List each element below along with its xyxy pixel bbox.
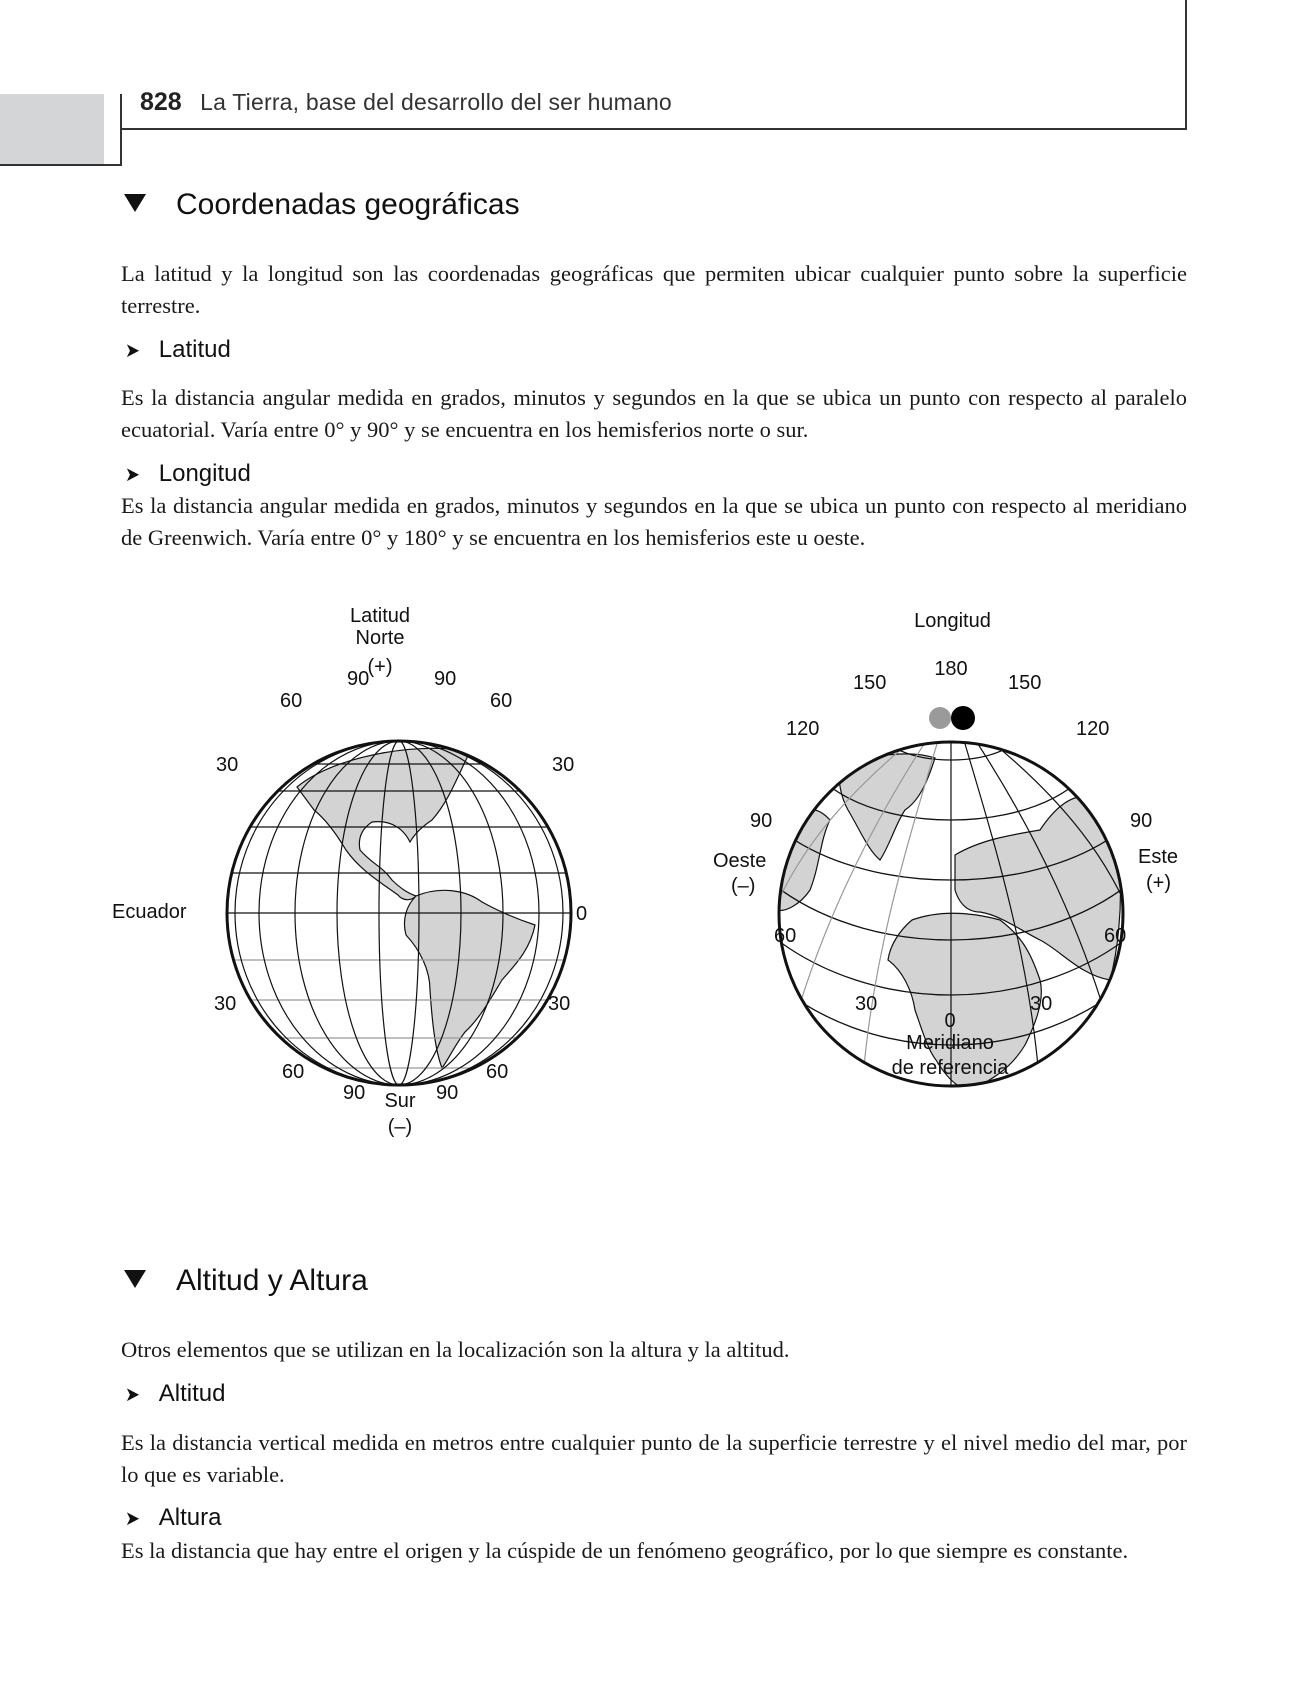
tick-lower-right-30: 30: [548, 993, 571, 1015]
tick-top-180: 180: [934, 658, 968, 680]
paragraph-altitud: Es la distancia vertical medida en metros entre cualquier punto de la superficie terrestre y el nivel medio del mar, por lo que es variable.: [121, 1430, 1187, 1487]
label-ecuador: Ecuador: [112, 901, 187, 923]
label-east-sign: (+): [1146, 872, 1171, 894]
chevron-right-icon: ➤: [124, 1384, 140, 1406]
figure-latitud-globe: [110, 605, 610, 1170]
tick-top-left-90: 90: [347, 668, 370, 690]
subheading-altitud: [124, 1380, 225, 1408]
label-latitud-title: [330, 605, 430, 649]
paragraph-intro-altitud-altura: Otros elementos que se utilizan en la localización son la altura y la altitud.: [121, 1337, 790, 1362]
tick-bottom-0: 0: [944, 1010, 956, 1032]
section-heading-altitud-altura: [124, 1264, 368, 1298]
label-south-sign: (–): [387, 1116, 413, 1138]
running-header: [140, 88, 672, 117]
tick-bottom-right-90: 90: [436, 1082, 459, 1104]
tick-upper-left-60: 60: [280, 690, 303, 712]
subheading-latitud: [124, 336, 231, 364]
tick-top-right-150: 150: [1008, 672, 1042, 694]
triangle-down-icon: [124, 194, 146, 212]
tick-right-120: 120: [1076, 718, 1110, 740]
header-rule-bottom-left: [0, 164, 122, 166]
tick-top-left-150: 150: [853, 672, 887, 694]
tick-right-90: 90: [1130, 810, 1153, 832]
header-rule-right: [1185, 0, 1187, 130]
label-latitud-line1: Latitud: [349, 605, 411, 627]
triangle-down-icon: [124, 1270, 146, 1288]
label-meridiano-line2: de referencia: [891, 1057, 1009, 1079]
section-heading-text: Altitud y Altura: [176, 1264, 368, 1297]
tick-upper-left-30: 30: [216, 754, 239, 776]
label-north-sign: (+): [367, 656, 393, 678]
page-number: 828: [140, 88, 182, 116]
chapter-title: La Tierra, base del desarrollo del ser humano: [200, 89, 672, 115]
paragraph-longitud: Es la distancia angular medida en grados, minutos y segundos en la que se ubica un punto con respecto al meridiano de Greenwich. Varía entre 0° y 180° y se encuentra en los hemisferios este u oeste.: [121, 493, 1187, 550]
pole-marker-gray: [929, 707, 951, 729]
tick-equator-0: 0: [576, 903, 588, 925]
tick-lower-right-60: 60: [486, 1061, 509, 1083]
tick-left-60: 60: [774, 925, 797, 947]
chevron-right-icon: ➤: [124, 464, 140, 486]
subheading-text: Altitud: [158, 1380, 226, 1407]
tick-bottom-left-30: 30: [855, 993, 878, 1015]
subheading-text: Longitud: [158, 460, 251, 487]
tick-lower-left-60: 60: [282, 1061, 305, 1083]
section-heading-text: Coordenadas geográficas: [176, 188, 520, 221]
subheading-text: Altura: [158, 1504, 222, 1531]
header-rule-left: [120, 94, 122, 166]
paragraph-intro-coordenadas: La latitud y la longitud son las coordenadas geográficas que permiten ubicar cualquier punto sobre la superficie terrestre.: [121, 261, 1187, 318]
label-longitud-title: Longitud: [914, 610, 991, 632]
label-oeste: Oeste: [713, 850, 767, 872]
tick-upper-right-60: 60: [490, 690, 513, 712]
subheading-longitud: [124, 460, 251, 488]
chevron-right-icon: ➤: [124, 340, 140, 362]
label-norte-line2: Norte: [355, 627, 405, 649]
paragraph-altura: Es la distancia que hay entre el origen y la cúspide de un fenómeno geográfico, por lo que siempre es constante.: [121, 1538, 1129, 1563]
figure-longitud-globe: [700, 610, 1200, 1180]
tick-lower-left-30: 30: [214, 993, 237, 1015]
tick-top-right-90: 90: [434, 668, 457, 690]
tick-left-90: 90: [750, 810, 773, 832]
tick-upper-right-30: 30: [552, 754, 575, 776]
tick-left-120: 120: [786, 718, 820, 740]
label-este: Este: [1138, 846, 1179, 868]
tick-bottom-right-30: 30: [1030, 993, 1053, 1015]
label-west-sign: (–): [731, 875, 756, 897]
label-meridiano-referencia: [850, 1031, 1050, 1081]
label-meridiano-line1: Meridiano: [906, 1032, 994, 1054]
tick-bottom-left-90: 90: [343, 1082, 366, 1104]
tick-right-60: 60: [1104, 925, 1127, 947]
header-rule: [120, 128, 1186, 130]
globe-longitud-icon: [700, 650, 1200, 1180]
header-gray-tab: [0, 94, 104, 164]
subheading-text: Latitud: [158, 336, 231, 363]
subheading-altura: [124, 1504, 221, 1532]
label-sur: Sur: [384, 1090, 416, 1112]
chevron-right-icon: ➤: [124, 1508, 140, 1530]
paragraph-latitud: Es la distancia angular medida en grados, minutos y segundos en la que se ubica un punto con respecto al paralelo ecuatorial. Varía entre 0° y 90° y se encuentra en los hemisferios norte o sur.: [121, 385, 1187, 442]
section-heading-coordenadas: [124, 188, 520, 222]
